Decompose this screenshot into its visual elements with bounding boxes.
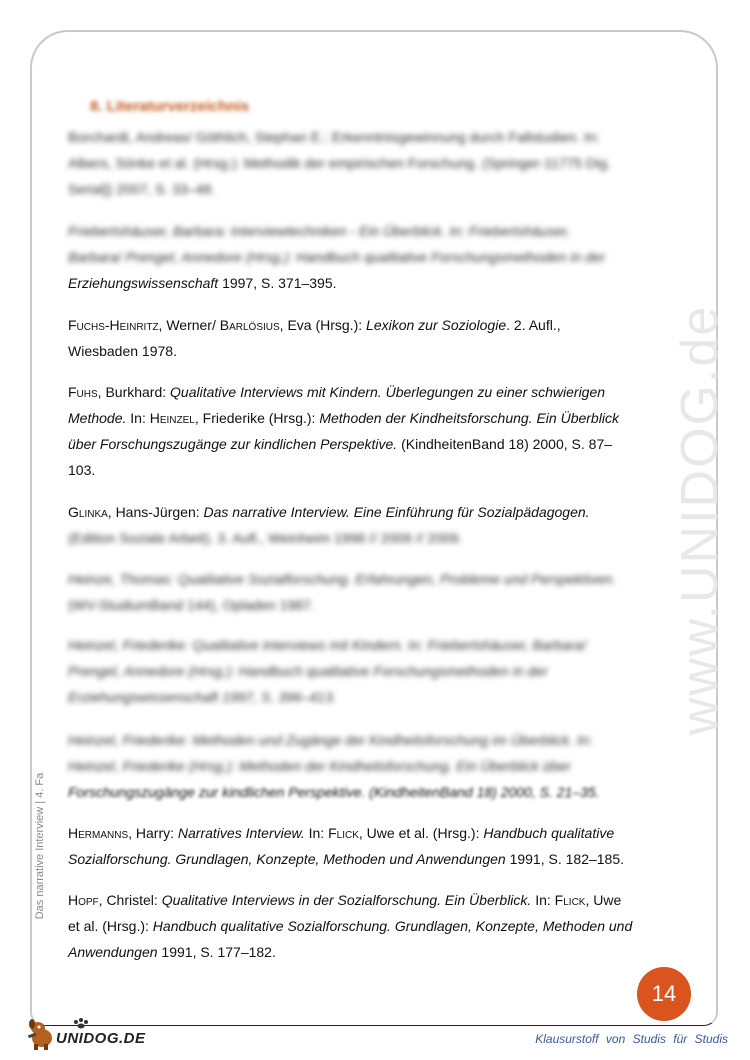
entry-text: 1991, S. 182–185. [505, 851, 625, 867]
entry-text: , Uwe et al. (Hrsg.): [358, 825, 484, 841]
entry-line: 103. [68, 462, 96, 478]
entry-text: , Hans-Jürgen: [107, 504, 204, 520]
entry-book-title: Erziehungswissenschaft [68, 275, 219, 291]
footer-slogan: Klausurstoff von Studis für Studis [535, 1032, 728, 1046]
entry-line: Heinzel, Friederike (Hrsg.): Methoden der Kindheitsforschung. Ein Überblick über [68, 758, 571, 774]
entry-line: Heinze, Thomas: Qualitative Sozialforschung. Erfahrungen, Probleme und Perspektiven. [68, 571, 616, 587]
entry-book-title: Handbuch qualitative [483, 825, 615, 841]
entry-book-title: Methoden der Kindheitsforschung. Ein Überblick [319, 410, 619, 426]
entry-line: Barbara/ Prengel, Annedore (Hrsg.): Handbuch qualitative Forschungsmethoden in der [68, 249, 606, 265]
entry-text: , Friederike (Hrsg.): [194, 410, 320, 426]
section-heading: 8. Literaturverzeichnis [90, 98, 250, 115]
entry-title: Das narrative Interview. Eine Einführung für Sozialpädagogen. [203, 504, 590, 520]
entry-line: (Edition Soziale Arbeit). 3. Aufl., Weinheim 1998 // 2009 // 2009. [68, 530, 463, 546]
logo-text: UNIDOG.DE [56, 1030, 146, 1047]
entry-line: Wiesbaden 1978. [68, 343, 177, 359]
entry-line [68, 913, 680, 939]
bib-entry-10 [68, 887, 680, 965]
entry-line: Forschungszugänge zur kindlichen Perspektive. (KindheitenBand 18) 2000, S. 21–35. [68, 784, 600, 800]
entry-text: In: [304, 825, 329, 841]
entry-text: , Harry: [128, 825, 178, 841]
entry-line: Heinzel, Friederike: Qualitative Interviews mit Kindern. In: Friebertshäuser, Barbara/ [68, 637, 587, 653]
bib-entry-2 [68, 218, 680, 296]
entry-line [68, 846, 680, 872]
bib-entry-9 [68, 820, 680, 872]
entry-line [68, 405, 680, 431]
entry-title: Narratives Interview. [177, 825, 305, 841]
entry-text: 1997, S. 371–395. [218, 275, 337, 291]
entry-line [68, 270, 680, 296]
entry-line [68, 887, 680, 913]
entry-text: , Uwe [585, 892, 622, 908]
entry-text: In: [531, 892, 555, 908]
side-running-title: Das narrative Interview | 4. Fa [34, 772, 46, 920]
entry-line [68, 939, 680, 965]
entry-text: . 2. Aufl., [506, 317, 561, 333]
entry-line: Prengel, Annedore (Hrsg.): Handbuch qualitative Forschungsmethoden in der [68, 663, 548, 679]
entry-editor: Flick [328, 825, 359, 841]
entry-line: Serial]) 2007, S. 33–48. [68, 181, 216, 197]
entry-author: Hopf [68, 892, 99, 908]
entry-author: Hermanns [68, 825, 129, 841]
entry-author: Fuchs-Heinritz [68, 317, 159, 333]
entry-text: , Burkhard: [97, 384, 171, 400]
entry-text: 1991, S. 177–182. [157, 944, 276, 960]
entry-title: Qualitative Interviews mit Kindern. Überlegungen zu einer schwierigen [170, 384, 606, 400]
entry-line: Friebertshäuser, Barbara: Interviewtechniken - Ein Überblick. In: Friebertshäuser, [68, 223, 570, 239]
bib-entry-1 [68, 124, 680, 202]
page-number-badge: 14 [637, 967, 691, 1021]
entry-line [68, 499, 680, 525]
bib-entry-7 [68, 632, 680, 710]
entry-title: Qualitative Interviews in der Sozialforschung. Ein Überblick. [161, 892, 532, 908]
entry-line: Heinzel, Friederike: Methoden und Zugänge der Kindheitsforschung im Überblick. In: [68, 732, 593, 748]
bib-entry-8 [68, 727, 680, 805]
entry-text: , Christel: [98, 892, 162, 908]
entry-text: , Eva (Hrsg.): [279, 317, 367, 333]
bib-entry-3 [68, 312, 680, 364]
entry-text: In: [126, 410, 150, 426]
entry-title: Methode. [68, 410, 127, 426]
entry-line [68, 431, 680, 457]
entry-line: (WV-StudiumBand 144), Opladen 1987. [68, 597, 315, 613]
bib-entry-4 [68, 379, 680, 483]
entry-editor: Heinzel [149, 410, 195, 426]
entry-line: Albers, Sönke et al. (Hrsg.): Methodik der empirischen Forschung. (Springer-11775 Dig. [68, 155, 611, 171]
entry-text: (KindheitenBand 18) 2000, S. 87– [397, 436, 613, 452]
entry-line: Borchardt, Andreas/ Göthlich, Stephan E.: Erkenntnisgewinnung durch Fallstudien. In: [68, 129, 600, 145]
entry-line [68, 312, 680, 338]
watermark: www.UNIDOG.de [671, 304, 729, 736]
entry-book-title: über Forschungszugänge zur kindlichen Perspektive. [68, 436, 398, 452]
entry-author: Fuhs [68, 384, 98, 400]
entry-text: , Werner/ [158, 317, 220, 333]
entry-author: Barlösius [219, 317, 280, 333]
entry-title: Lexikon zur Soziologie [366, 317, 507, 333]
entry-author: Glinka [68, 504, 108, 520]
bib-entry-6 [68, 566, 680, 618]
entry-editor: Flick [554, 892, 586, 908]
entry-line [68, 820, 680, 846]
entry-line: Erziehungswissenschaft 1997, S. 396–413. [68, 689, 337, 705]
entry-book-title: Handbuch qualitative Sozialforschung. Grundlagen, Konzepte, Methoden und [152, 918, 633, 934]
bib-entry-5 [68, 499, 680, 551]
entry-book-title: Anwendungen [68, 944, 158, 960]
entry-text: et al. (Hrsg.): [68, 918, 153, 934]
entry-book-title: Sozialforschung. Grundlagen, Konzepte, Methoden und Anwendungen [68, 851, 506, 867]
entry-line [68, 379, 680, 405]
